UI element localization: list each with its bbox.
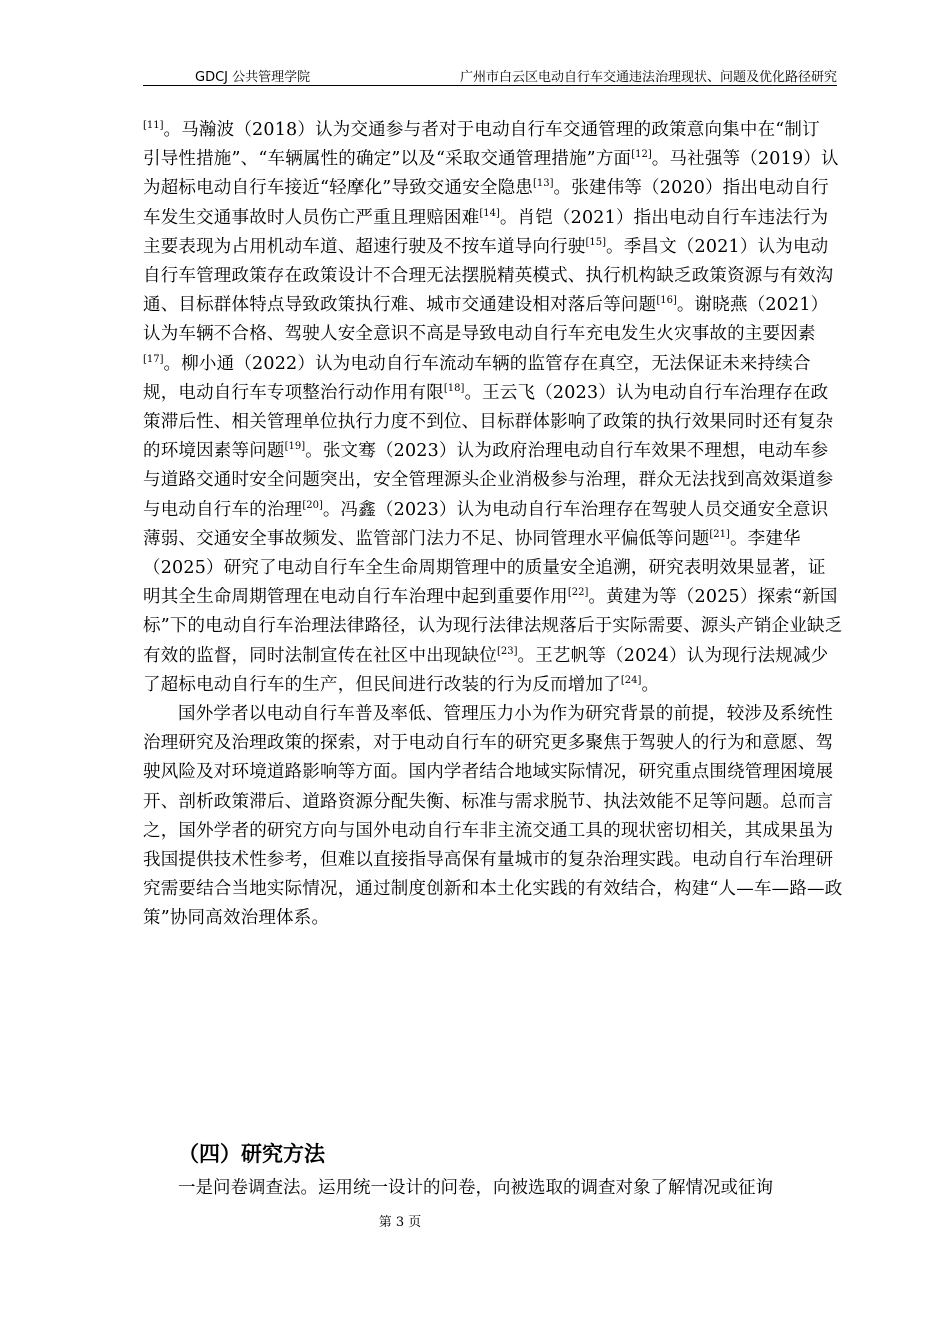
citation-19: [19]	[284, 441, 306, 453]
citation-18: [18]	[443, 382, 465, 394]
citation-12: [12]	[631, 149, 652, 161]
page-header	[143, 66, 837, 86]
citation-15: [15]	[585, 236, 607, 248]
header-left: GDCJ 公共管理学院	[195, 70, 311, 85]
citation-13: [13]	[533, 178, 554, 190]
paragraph-method: 一是问卷调查法。运用统一设计的问卷，向被选取的调查对象了解情况或征询	[178, 1178, 773, 1198]
header-right: 广州市白云区电动自行车交通违法治理现状、问题及优化路径研究	[459, 70, 837, 85]
page-number: 第 3 页	[378, 1215, 422, 1230]
paragraph-literature-domestic: [11]。马瀚波（2018）认为交通参与者对于电动自行车交通管理的政策意向集中在“制订 引导性措施”、“车辆属性的确定”以及“采取交通管理措施”方面[12]。马社强等（2019）认为超标电动自行车接近“轻摩化”导致交通安全隐患[13]。张建伟等（2020）指出电动自行车发生交通事故时人员伤亡严重且理赔困难[14]。肖铠（2021）指出电动自行车违法行为主要表现为占用机动车道、超速行驶及不按车道导向行驶[15]。季昌文（2021）认为电动自行车管理政策存在政策设计不合理无法摆脱精英模式、执行机构缺乏政策资源与有效沟通、目标群体特点导致政策执行难、城市交通建设相对落后等问题[16]。谢晓燕（2021）认为车辆不合格、驾驶人安全意识不高是导致电动自行车充电发生火灾事故的主要因素[17]。柳小通（2022）认为电动自行车流动车辆的监管存在真空，无法保证未来持续合规，电动自行车专项整治行动作用有限[18]。王云飞（2023）认为电动自行车治理存在政策滞后性、相关管理单位执行力度不到位、目标群体影响了政策的执行效果同时还有复杂的环境因素等问题[19]。张文骞（2023）认为政府治理电动自行车效果不理想，电动车参与道路交通时安全问题突出，安全管理源头企业消极参与治理，群众无法找到高效渠道参与电动自行车的治理[20]。冯鑫（2023）认为电动自行车治理存在驾驶人员交通安全意识薄弱、交通安全事故频发、监管部门法力不足、协同管理水平偏低等问题[21]。李建华（2025）研究了电动自行车全生命周期管理中的质量安全追溯，研究表明效果显著，证明其全生命周期管理在电动自行车治理中起到重要作用[22]。黄建为等（2025）探索“新国标”下的电动自行车治理法律路径，认为现行法律法规落后于实际需要、源头产销企业缺乏有效的监督，同时法制宣传在社区中出现缺位[23]。王艺帆等（2024）认为现行法规减少了超标电动自行车的生产，但民间进行改装的行为反而增加了[24]。	[143, 120, 843, 695]
paragraph-summary: 国外学者以电动自行车普及率低、管理压力小为作为研究背景的前提，较涉及系统性治理研究及治理政策的探索，对于电动自行车的研究更多聚焦于驾驶人的行为和意愿、驾驶风险及对环境道路影响等方面。国内学者结合地域实际情况，研究重点围绕管理困境展开、剖析政策滞后、道路资源分配失衡、标准与需求脱节、执法效能不足等问题。总而言之，国外学者的研究方向与国外电动自行车非主流交通工具的现状密切相关，其成果虽为我国提供技术性参考，但难以直接指导高保有量城市的复杂治理实践。电动自行车治理研究需要结合当地实际情况，通过制度创新和本土化实践的有效结合，构建“人—车—路—政策”协同高效治理体系。	[143, 704, 843, 929]
citation-23: [23]	[497, 645, 518, 657]
header-rule	[143, 85, 837, 86]
citation-11: [11]	[143, 120, 164, 131]
citation-20: [20]	[302, 499, 323, 511]
citation-17: [17]	[143, 353, 164, 365]
citation-21: [21]	[709, 528, 730, 540]
citation-22: [22]	[567, 587, 589, 599]
citation-14: [14]	[479, 207, 500, 219]
body-text	[143, 116, 843, 934]
citation-24: [24]	[620, 674, 642, 686]
section-heading: （四）研究方法	[178, 1142, 325, 1166]
citation-16: [16]	[656, 295, 677, 307]
